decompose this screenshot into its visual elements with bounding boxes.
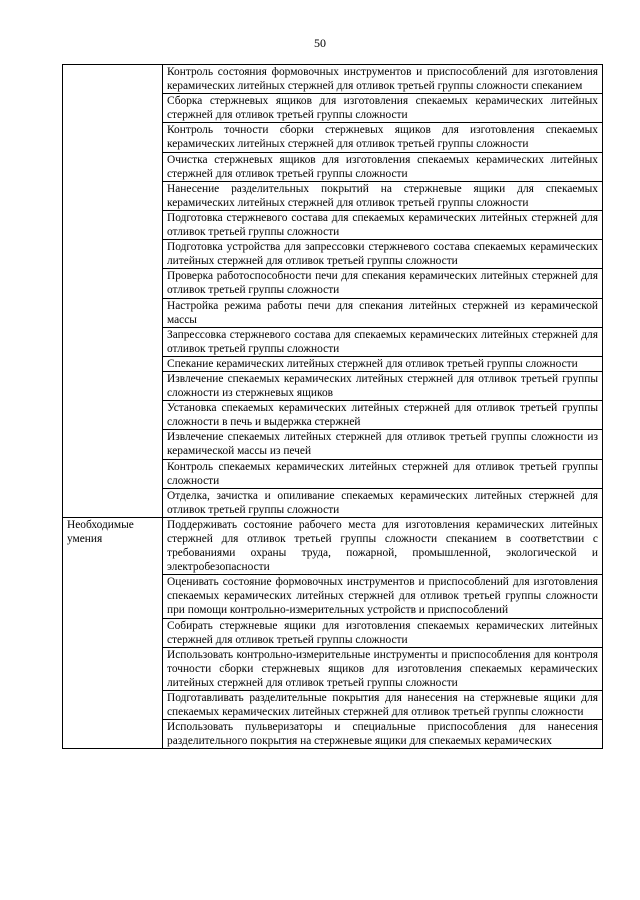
row-content-cell: Запрессовка стержневого состава для спекаемых керамических литейных стержней для отливок третьей группы сложности bbox=[163, 327, 603, 356]
row-content-cell: Спекание керамических литейных стержней для отливок третьей группы сложности bbox=[163, 356, 603, 371]
row-content-cell: Извлечение спекаемых керамических литейных стержней для отливок третьей группы сложности из стержневых ящиков bbox=[163, 371, 603, 400]
row-content-cell: Извлечение спекаемых литейных стержней для отливок третьей группы сложности из керамической массы из печей bbox=[163, 430, 603, 459]
row-content-cell: Собирать стержневые ящики для изготовления спекаемых керамических литейных стержней для отливок третьей группы сложности bbox=[163, 618, 603, 647]
row-content-cell: Отделка, зачистка и опиливание спекаемых керамических литейных стержней для отливок третьей группы сложности bbox=[163, 488, 603, 517]
row-content-cell: Проверка работоспособности печи для спекания керамических литейных стержней для отливок третьей группы сложности bbox=[163, 269, 603, 298]
row-content-cell: Подготовка устройства для запрессовки стержневого состава спекаемых керамических литейных стержней для отливок третьей группы сложности bbox=[163, 240, 603, 269]
row-content-cell: Контроль спекаемых керамических литейных стержней для отливок третьей группы сложности bbox=[163, 459, 603, 488]
row-content-cell: Сборка стержневых ящиков для изготовления спекаемых керамических литейных стержней для отливок третьей группы сложности bbox=[163, 94, 603, 123]
row-content-cell: Оценивать состояние формовочных инструментов и приспособлений для изготовления спекаемых керамических литейных стержней для отливок третьей группы сложности при помощи контрольно-измерительных устройств и приспособлений bbox=[163, 575, 603, 618]
table-row bbox=[63, 517, 603, 574]
page-number: 50 bbox=[314, 36, 326, 50]
competency-table bbox=[62, 64, 603, 749]
row-content-cell: Поддерживать состояние рабочего места для изготовления керамических литейных стержней для отливок третьей группы сложности спеканием в соответствии с требованиями охраны труда, пожарной, промышленной, экологической и электробезопасности bbox=[163, 517, 603, 574]
row-content-cell: Контроль точности сборки стержневых ящиков для изготовления спекаемых керамических литейных стержней для отливок третьей группы сложности bbox=[163, 123, 603, 152]
row-content-cell: Настройка режима работы печи для спекания литейных стержней из керамической массы bbox=[163, 298, 603, 327]
row-content-cell: Подготавливать разделительные покрытия для нанесения на стержневые ящики для спекаемых керамических литейных стержней для отливок третьей группы сложности bbox=[163, 691, 603, 720]
row-content-cell: Использовать пульверизаторы и специальные приспособления для нанесения разделительного покрытия на стержневые ящики для спекаемых керамических bbox=[163, 720, 603, 749]
row-content-cell: Подготовка стержневого состава для спекаемых керамических литейных стержней для отливок третьей группы сложности bbox=[163, 210, 603, 239]
row-content-cell: Установка спекаемых керамических литейных стержней для отливок третьей группы сложности в печь и выдержка стержней bbox=[163, 401, 603, 430]
row-content-cell: Использовать контрольно-измерительные инструменты и приспособления для контроля точности сборки стержневых ящиков для изготовления спекаемых керамических литейных стержней для отливок третьей группы сложности bbox=[163, 647, 603, 690]
table-row bbox=[63, 65, 603, 94]
row-label-cell: Необходимые умения bbox=[63, 517, 163, 749]
row-content-cell: Очистка стержневых ящиков для изготовления спекаемых керамических литейных стержней для отливок третьей группы сложности bbox=[163, 152, 603, 181]
row-content-cell: Нанесение разделительных покрытий на стержневые ящики для спекаемых керамических литейных стержней для отливок третьей группы сложности bbox=[163, 181, 603, 210]
row-content-cell: Контроль состояния формовочных инструментов и приспособлений для изготовления керамических литейных стержней для отливок третьей группы сложности спеканием bbox=[163, 65, 603, 94]
row-label-cell bbox=[63, 65, 163, 518]
